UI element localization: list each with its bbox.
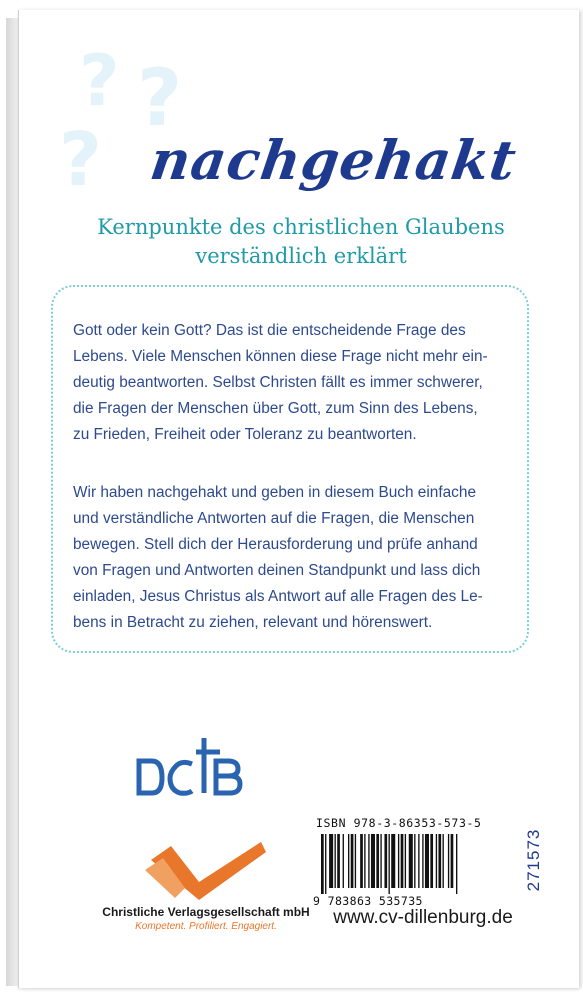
publisher-slogan: Kompetent. Profiliert. Engagiert.	[135, 921, 277, 932]
paragraph-line: bewegen. Stell dich der Herausforderung und prüfe anhand	[73, 536, 478, 553]
barcode-bar	[360, 834, 363, 888]
barcode-bar	[364, 834, 365, 888]
isbn-number: ISBN 978-3-86353-573-5	[316, 816, 482, 830]
barcode-bar	[335, 834, 336, 888]
barcode-bar	[389, 834, 390, 894]
barcode-bar	[425, 834, 429, 888]
paragraph-line: Gott oder kein Gott? Das ist die entscheidende Frage des	[73, 322, 466, 339]
description-paragraph-2	[73, 480, 533, 636]
subtitle-line: verständlich erklärt	[195, 244, 407, 268]
publisher-name: Christliche Verlagsgesellschaft mbH	[102, 905, 310, 919]
paragraph-line: einladen, Jesus Christus als Antwort auf alle Fragen des Le-	[73, 588, 483, 605]
barcode-bar	[368, 834, 369, 888]
svg-text:?: ?	[137, 54, 183, 144]
barcode-bar	[438, 834, 441, 888]
book-back-cover	[18, 10, 579, 988]
barcode-bar	[405, 834, 406, 888]
subtitle-line: Kernpunkte des christlichen Glaubens	[97, 215, 505, 239]
barcode-bar	[448, 834, 449, 888]
barcode-bar	[451, 834, 454, 888]
barcode-bar	[401, 834, 404, 888]
barcode-bar	[321, 834, 324, 894]
barcode-bar	[443, 834, 444, 888]
barcode-bar	[430, 834, 433, 888]
barcode-bar	[391, 834, 395, 888]
paragraph-line: und verständliche Antworten auf die Fragen, die Menschen	[73, 510, 475, 527]
publisher-website: www.cv-dillenburg.de	[333, 907, 513, 928]
barcode-bar	[398, 834, 399, 888]
barcode-bar	[422, 834, 423, 888]
barcode-icon	[319, 834, 505, 894]
barcode-bar	[371, 834, 375, 888]
barcode-bar	[456, 834, 457, 894]
barcode-bar	[384, 834, 387, 888]
book-subtitle	[81, 213, 521, 271]
barcode-bar	[376, 834, 379, 888]
dctb-logo-icon	[134, 736, 244, 796]
barcode-bar	[414, 834, 415, 888]
paragraph-line: zu Frieden, Freiheit oder Toleranz zu beantworten.	[73, 426, 417, 443]
svg-text:?: ?	[79, 40, 120, 122]
paragraph-line: deutig beantworten. Selbst Christen fällt es immer schwerer,	[73, 374, 483, 391]
article-number: 271573	[524, 828, 543, 892]
svg-text:?: ?	[59, 117, 102, 203]
question-mark-icon	[19, 10, 279, 230]
description-paragraph-1	[73, 318, 533, 448]
paragraph-line: die Fragen der Menschen über Gott, zum Sinn des Lebens,	[73, 400, 478, 417]
dctb-logo-label: DCTB	[134, 736, 137, 737]
paragraph-line: Lebens. Viele Menschen können diese Frage nicht mehr ein-	[73, 348, 488, 365]
paragraph-line: Wir haben nachgehakt und geben in diesem Buch einfache	[73, 484, 476, 501]
book-title: nachgehakt	[146, 128, 521, 192]
barcode-bar	[436, 834, 437, 888]
cv-checkmark-logo-icon	[141, 840, 271, 902]
barcode-bar	[348, 834, 349, 888]
barcode-bar	[380, 834, 381, 888]
barcode-digits: 9 783863 535735	[313, 894, 423, 908]
barcode-bar	[351, 834, 354, 888]
paragraph-line: bens in Betracht zu ziehen, relevant und hörenswert.	[73, 614, 433, 631]
barcode-bar	[355, 834, 356, 888]
barcode-bar	[343, 834, 344, 888]
paragraph-line: von Fragen und Antworten deinen Standpunkt und lass dich	[73, 562, 481, 579]
barcode-bar	[325, 834, 326, 894]
barcode-bar	[337, 834, 340, 888]
barcode-bar	[409, 834, 413, 888]
barcode-bar	[418, 834, 419, 888]
barcode-bar	[329, 834, 333, 888]
